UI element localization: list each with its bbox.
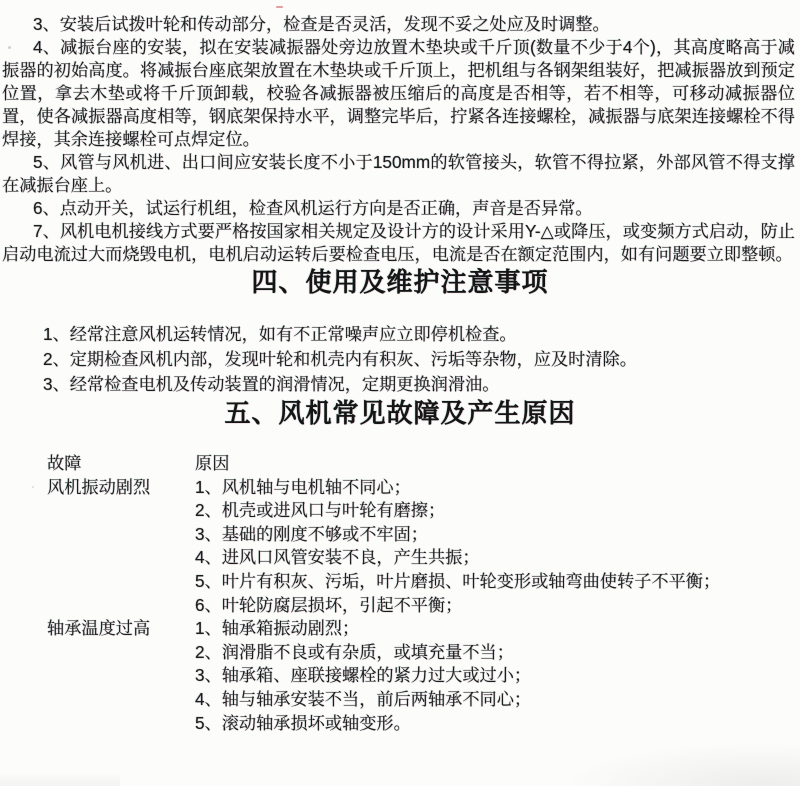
- cause-item: 4、轴与轴承安装不当，前后两轴承不同心；: [195, 688, 532, 709]
- cause-item: 5、叶片有积灰、污垢，叶片磨损、叶轮变形或轴弯曲使转子不平衡；: [195, 570, 721, 591]
- cause-item: 1、轴承箱振动剧烈；: [195, 618, 360, 639]
- cause-item: 5、滚动轴承损坏或轴变形。: [195, 712, 411, 733]
- table-row-fan-vibration: [47, 476, 794, 618]
- table-header-row: [47, 452, 794, 476]
- maintenance-notes-list: [43, 322, 794, 397]
- fault-column-header: 故障: [47, 453, 82, 473]
- install-step-7: 7、风机电机接线方式要严格按国家相关规定及设计方的设计采用Y-△或降压，或变频方式启动，防止启动电流过大而烧毁电机，电机启动运转后要检查电压，电流是否在额定范围内，如有问题要立即整顿。: [2, 221, 795, 264]
- fault-name-cell: 风机振动剧烈: [47, 476, 151, 497]
- scan-shadow-bottom-right: [560, 742, 800, 786]
- maintenance-note-1: 1、经常注意风机运转情况，如有不正常噪声应立即停机检查。: [43, 324, 517, 344]
- scan-artifact-speck: [32, 486, 34, 488]
- install-step-4: 4、减振台座的安装，拟在安装减振器处旁边放置木垫块或千斤顶(数量不少于4个)，其高度略高于减振器的初始高度。将减振台座底架放置在木垫块或千斤顶上，把机组与各钢架组装好，把减振器放到预定位置，拿去木垫或将千斤顶卸载，校验各减振器被压缩后的高度是否相等，若不相等，可移动减振器位置，使各减振器高度相等，钢底架保持水平，调整完毕后，拧紧各连接螺栓，减振器与底架连接螺栓不得焊接，其余连接螺栓可点焊定位。: [2, 37, 795, 149]
- section-4-heading: 四、使用及维护注意事项: [251, 267, 549, 297]
- fault-cause-table: [47, 452, 794, 735]
- cause-list: [195, 617, 794, 735]
- install-step-5: 5、风管与风机进、出口间应安装长度不小于150mm的软管接头，软管不得拉紧，外部风管不得支撑在减振台座上。: [2, 152, 795, 195]
- cause-item: 3、轴承箱、座联接螺栓的紧力过大或过小；: [195, 665, 532, 686]
- install-step-3: 3、安装后试拨叶轮和传动部分，检查是否灵活，发现不妥之处应及时调整。: [33, 14, 610, 34]
- section-5-heading: 五、风机常见故障及产生原因: [224, 398, 576, 428]
- scan-shadow-bottom-left: [0, 772, 120, 786]
- maintenance-note-2: 2、定期检查风机内部，发现叶轮和机壳内有积灰、污垢等杂物，应及时清除。: [43, 349, 637, 369]
- fault-name-cell: 轴承温度过高: [47, 618, 151, 639]
- cause-item: 2、机壳或进风口与叶轮有磨擦；: [195, 500, 446, 521]
- scan-artifact-red-dash: [276, 6, 283, 8]
- install-step-6: 6、点动开关，试运行机组，检查风机运行方向是否正确，声音是否异常。: [33, 198, 593, 218]
- cause-item: 2、润滑脂不良或有杂质，或填充量不当；: [195, 641, 514, 662]
- maintenance-note-3: 3、经常检查电机及传动装置的润滑情况，定期更换润滑油。: [43, 374, 500, 394]
- table-row-bearing-temperature: [47, 617, 794, 735]
- cause-item: 1、风机轴与电机轴不同心；: [195, 476, 411, 497]
- cause-item: 3、基础的刚度不够或不牢固；: [195, 523, 428, 544]
- cause-item: 6、叶轮防腐层损坏，引起不平衡；: [195, 594, 463, 615]
- installation-steps-section: [0, 0, 800, 266]
- scan-artifact-speck: [8, 46, 11, 49]
- cause-item: 4、进风口风管安装不良，产生共振；: [195, 547, 480, 568]
- cause-list: [195, 476, 794, 618]
- cause-column-header: 原因: [195, 453, 230, 473]
